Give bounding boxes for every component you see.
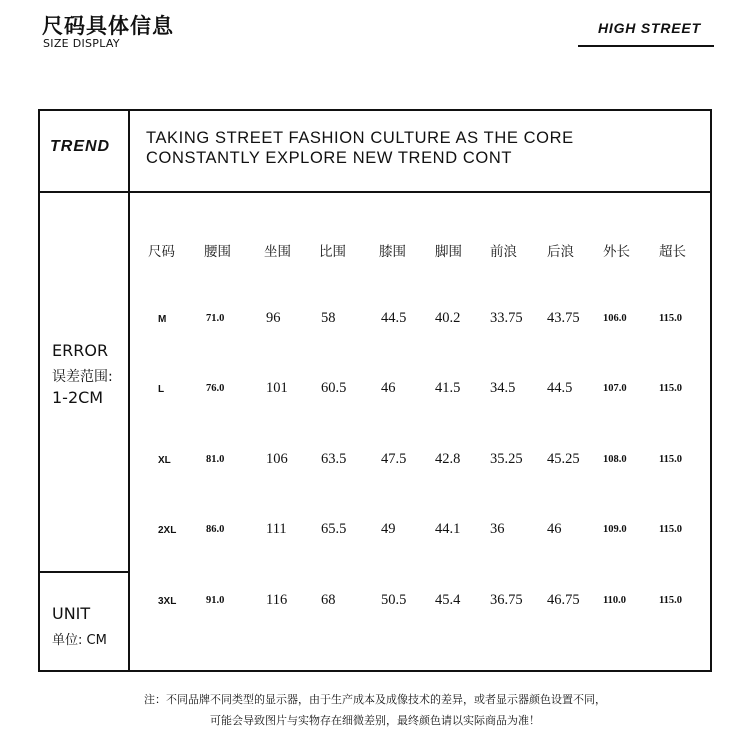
table-cell: 65.5 xyxy=(321,521,347,537)
table-cell: 42.8 xyxy=(435,451,461,467)
table-cell: 34.5 xyxy=(490,380,516,396)
disclaimer-line-2: 可能会导致图片与实物存在细微差别，最终颜色请以实际商品为准！ xyxy=(210,714,540,727)
table-cell: 115.0 xyxy=(659,383,683,394)
table-cell: 44.5 xyxy=(547,380,573,396)
table-cell: 110.0 xyxy=(603,595,627,606)
column-header: 超长 xyxy=(659,244,686,260)
table-cell: 36 xyxy=(490,521,505,537)
size-label: M xyxy=(158,314,167,325)
table-cell: 81.0 xyxy=(206,454,225,465)
table-cell: 101 xyxy=(266,380,288,396)
size-label: XL xyxy=(158,455,171,466)
error-label: 误差范围: xyxy=(52,369,113,385)
column-header: 膝围 xyxy=(379,244,406,260)
table-cell: 106.0 xyxy=(603,313,627,324)
table-cell: 86.0 xyxy=(206,524,225,535)
table-cell: 46 xyxy=(547,521,562,537)
tagline-line-2: CONSTANTLY EXPLORE NEW TREND CONT xyxy=(146,149,513,167)
table-cell: 115.0 xyxy=(659,524,683,535)
table-cell: 108.0 xyxy=(603,454,627,465)
table-cell: 49 xyxy=(381,521,396,537)
table-cell: 60.5 xyxy=(321,380,347,396)
table-cell: 115.0 xyxy=(659,454,683,465)
table-cell: 109.0 xyxy=(603,524,627,535)
table-cell: 111 xyxy=(266,521,287,537)
table-cell: 45.4 xyxy=(435,592,461,608)
table-cell: 115.0 xyxy=(659,595,683,606)
size-label: L xyxy=(158,384,165,395)
table-cell: 47.5 xyxy=(381,451,407,467)
size-label: 2XL xyxy=(158,525,177,536)
error-title: ERROR xyxy=(52,341,109,360)
trend-label: TREND xyxy=(50,138,111,155)
table-cell: 116 xyxy=(266,592,288,608)
disclaimer-line-1: 注：不同品牌不同类型的显示器，由于生产成本及成像技术的差异，或者显示器颜色设置不同， xyxy=(144,693,606,706)
table-cell: 50.5 xyxy=(381,592,407,608)
page-title-cn: 尺码具体信息 xyxy=(42,14,174,38)
table-cell: 44.1 xyxy=(435,521,461,537)
table-cell: 76.0 xyxy=(206,383,225,394)
table-cell: 45.25 xyxy=(547,451,580,467)
size-label: 3XL xyxy=(158,596,177,607)
table-cell: 71.0 xyxy=(206,313,225,324)
table-cell: 63.5 xyxy=(321,451,347,467)
tagline-line-1: TAKING STREET FASHION CULTURE AS THE CORE xyxy=(146,129,574,147)
table-cell: 41.5 xyxy=(435,380,461,396)
table-cell: 46.75 xyxy=(547,592,580,608)
table-cell: 40.2 xyxy=(435,310,461,326)
divider-vertical xyxy=(128,111,130,670)
page-subtitle: SIZE DISPLAY xyxy=(43,37,120,50)
table-cell: 107.0 xyxy=(603,383,627,394)
table-cell: 91.0 xyxy=(206,595,225,606)
unit-title: UNIT xyxy=(52,604,91,623)
divider-unit xyxy=(40,571,129,573)
table-cell: 46 xyxy=(381,380,396,396)
column-header: 外长 xyxy=(603,244,630,260)
column-header: 比围 xyxy=(319,244,346,260)
table-cell: 106 xyxy=(266,451,288,467)
table-cell: 58 xyxy=(321,310,336,326)
table-cell: 68 xyxy=(321,592,336,608)
table-cell: 115.0 xyxy=(659,313,683,324)
column-header: 后浪 xyxy=(547,244,574,260)
error-range: 1-2CM xyxy=(52,388,104,407)
tagline xyxy=(146,128,574,168)
divider-horizontal xyxy=(40,191,710,193)
brand-label: HIGH STREET xyxy=(598,20,701,36)
unit-label: 单位: CM xyxy=(52,633,107,648)
column-header: 腰围 xyxy=(204,244,231,260)
table-cell: 43.75 xyxy=(547,310,580,326)
column-header: 坐围 xyxy=(264,244,291,260)
column-header: 脚围 xyxy=(435,244,462,260)
table-cell: 36.75 xyxy=(490,592,523,608)
size-table-box xyxy=(38,109,712,672)
column-header: 尺码 xyxy=(148,244,175,260)
brand-underline xyxy=(578,45,714,47)
column-header: 前浪 xyxy=(490,244,517,260)
table-cell: 35.25 xyxy=(490,451,523,467)
table-cell: 44.5 xyxy=(381,310,407,326)
table-cell: 33.75 xyxy=(490,310,523,326)
table-cell: 96 xyxy=(266,310,281,326)
